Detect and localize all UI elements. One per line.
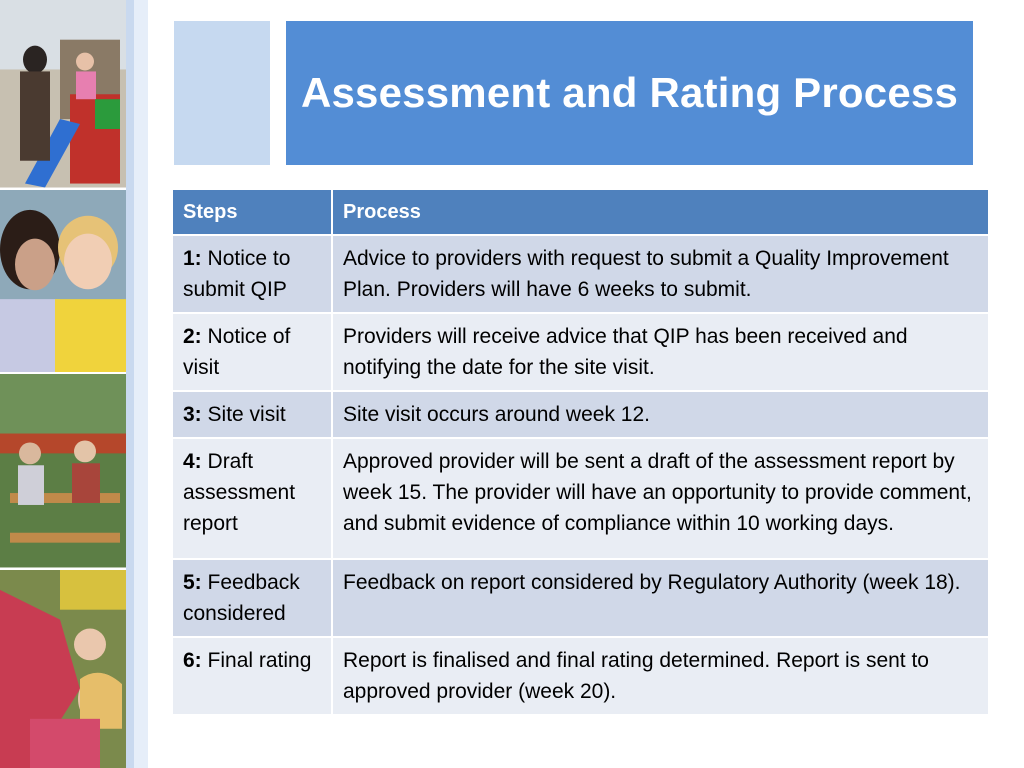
header-steps: Steps <box>173 190 332 235</box>
step-label: Notice to submit QIP <box>183 247 291 301</box>
photo-children-on-play-equipment <box>0 374 126 569</box>
step-cell <box>173 313 332 391</box>
step-number: 5: <box>183 571 202 594</box>
photo-strip <box>0 0 126 768</box>
step-number: 3: <box>183 403 202 426</box>
table-header-row <box>173 190 989 235</box>
process-cell: Report is finalised and final rating determined. Report is sent to approved provider (week 20). <box>332 637 989 714</box>
step-number: 6: <box>183 649 202 672</box>
decorative-bar <box>126 0 134 768</box>
step-number: 4: <box>183 450 202 473</box>
table-row <box>173 637 989 714</box>
process-cell: Site visit occurs around week 12. <box>332 391 989 438</box>
process-cell: Approved provider will be sent a draft of the assessment report by week 15. The provider will have an opportunity to provide comment, and submit evidence of compliance within 10 working days. <box>332 438 989 559</box>
header-process: Process <box>332 190 989 235</box>
process-table <box>173 190 990 714</box>
step-cell <box>173 559 332 637</box>
step-label: Feedback considered <box>183 571 300 625</box>
step-label: Notice of visit <box>183 325 291 379</box>
step-cell <box>173 637 332 714</box>
step-label: Draft assessment report <box>183 450 296 535</box>
table-row <box>173 391 989 438</box>
photo-mother-child-playground <box>0 0 126 190</box>
step-label: Site visit <box>201 403 286 426</box>
step-label: Final rating <box>201 649 312 672</box>
process-cell: Feedback on report considered by Regulatory Authority (week 18). <box>332 559 989 637</box>
title-accent-block <box>174 21 270 165</box>
table-row <box>173 559 989 637</box>
table-row <box>173 235 989 313</box>
title-banner <box>286 21 973 165</box>
photo-girls-playing-outdoors <box>0 570 126 768</box>
step-cell <box>173 391 332 438</box>
process-cell: Advice to providers with request to submit a Quality Improvement Plan. Providers will have 6 weeks to submit. <box>332 235 989 313</box>
step-number: 2: <box>183 325 202 348</box>
step-number: 1: <box>183 247 202 270</box>
table-row <box>173 313 989 391</box>
table-row <box>173 438 989 559</box>
process-cell: Providers will receive advice that QIP has been received and notifying the date for the site visit. <box>332 313 989 391</box>
step-cell <box>173 438 332 559</box>
step-cell <box>173 235 332 313</box>
photo-two-children-whispering <box>0 190 126 375</box>
decorative-bar-light <box>134 0 148 768</box>
slide-title: Assessment and Rating Process <box>300 69 959 116</box>
